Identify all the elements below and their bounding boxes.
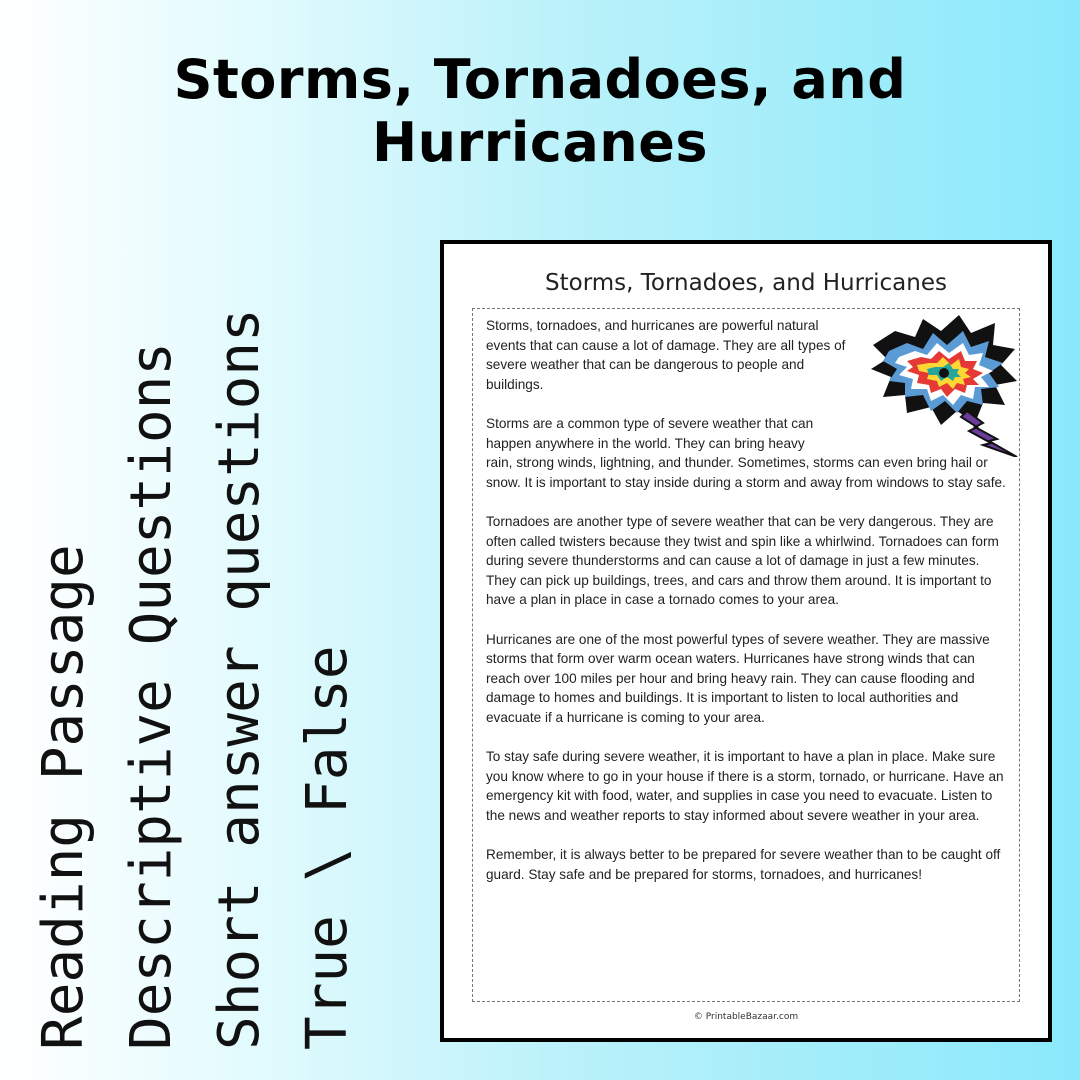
passage-paragraph: To stay safe during severe weather, it is important to have a plan in place. Make sure you know where to go in your house if there is a storm, tornado, or hurricane. Have an emergency kit with food, water, and supplies in case you need to evacuate. Listen to the news and weather reports to stay informed about severe weather in your area. xyxy=(486,749,1004,823)
passage-paragraph: Storms, tornadoes, and hurricanes are powerful natural events that can cause a lot of damage. They are all types of severe weather that can be dangerous to people and buildings. xyxy=(486,318,846,392)
worksheet-title: Storms, Tornadoes, and Hurricanes xyxy=(545,270,947,296)
side-label-descriptive-questions: Descriptive Questions xyxy=(119,341,184,1050)
passage-box xyxy=(472,308,1020,1002)
passage-paragraph xyxy=(486,414,1010,492)
side-label-short-answer-questions: Short answer questions xyxy=(207,308,272,1050)
passage-paragraph: Remember, it is always better to be prepared for severe weather than to be caught off guard. Stay safe and be prepared for storms, tornadoes, and hurricanes! xyxy=(486,847,1001,882)
passage-paragraph-continued: rain, strong winds, lightning, and thunder. Sometimes, storms can even bring hail or snow. It is important to stay inside during a storm and away from windows to stay safe. xyxy=(486,455,1006,490)
side-label-true-false: True \ False xyxy=(295,645,360,1050)
worksheet-preview xyxy=(440,240,1052,1042)
passage-paragraph: Tornadoes are another type of severe weather that can be very dangerous. They are often called twisters because they twist and spin like a whirlwind. Tornadoes can form during severe thunderstorms and can cause a lot of damage in just a few minutes. They can pick up buildings, trees, and cars and throw them around. It is important to have a plan in place in case a tornado comes to your area. xyxy=(486,513,999,608)
passage-paragraph-start: Storms are a common type of severe weather that can happen anywhere in the world. They can bring heavy xyxy=(486,415,814,451)
side-label-list xyxy=(20,270,380,1050)
main-title: Storms, Tornadoes, and Hurricanes xyxy=(173,48,907,174)
side-label-reading-passage: Reading Passage xyxy=(31,544,96,1050)
passage-paragraph: Hurricanes are one of the most powerful types of severe weather. They are massive storms that form over warm ocean waters. Hurricanes have strong winds that can reach over 100 miles per hour and bring heavy rain. They can cause flooding and damage to homes and buildings. It is important to listen to local authorities and evacuate if a hurricane is coming to your area. xyxy=(486,631,990,725)
copyright-notice: © PrintableBazaar.com xyxy=(693,1012,799,1022)
passage-text xyxy=(486,316,1010,904)
